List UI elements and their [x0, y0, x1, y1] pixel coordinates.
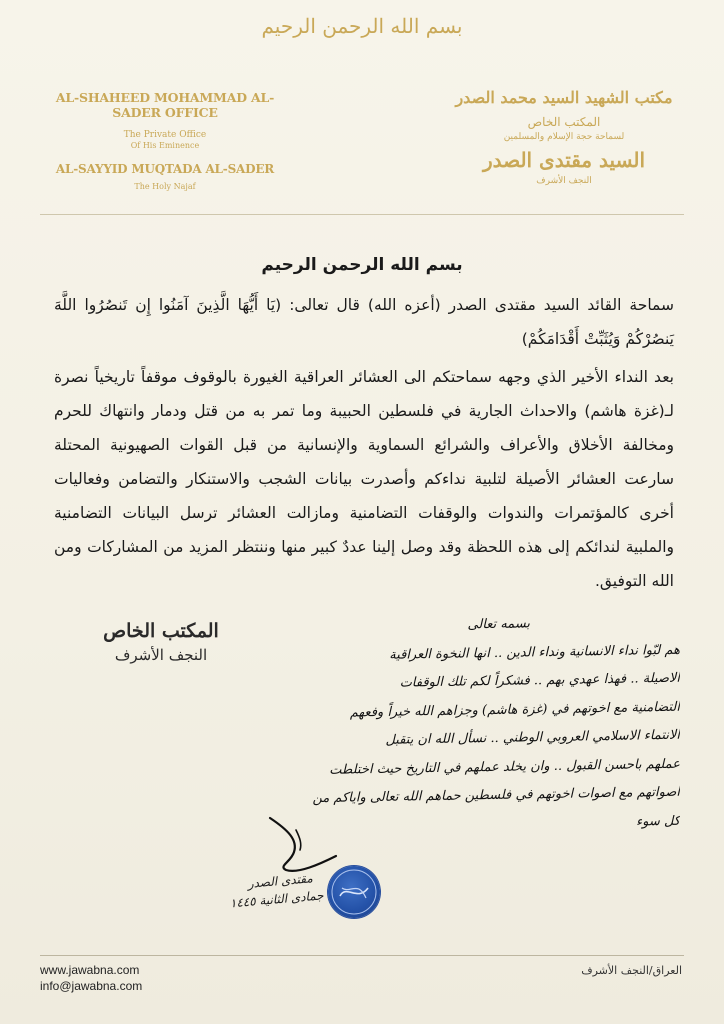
letterhead-arabic-line4: السيد مقتدى الصدر — [482, 148, 646, 172]
letter-paragraph-2: بعد النداء الأخير الذي وجهه سماحتكم الى العشائر العراقية الغيورة بالوقوف موقفاً تاريخياً نصرة لـ(غزة هاشم) والاحداث الجارية في فلسطين الحبيبة وما تمر به من قتل ودمار وانتهاك للحرم ومخالفة الأخلاق والأعراف والشرائع السماوية والإنسانية من قبل القوات الصهيونية المحتلة سارعت العشائر الأصيلة لتلبية نداءكم وأصدرت بيانات الشجب والاستنكار والتضامن وفعاليات أخرى كالمؤتمرات والندوات والوقفات التضامنية ومازالت العشائر ترسل البيانات التضامنية والملبية لندائكم إلى هذه اللحظة وقد وصل إلينا عددٌ كبير منها وننتظر المزيد من المشاركات ومن الله التوفيق. — [54, 368, 674, 590]
letterhead-english-line3: Of His Eminence — [130, 141, 200, 150]
footer-website-link[interactable]: www.jawabna.com — [40, 963, 140, 977]
letterhead-arabic — [444, 88, 684, 186]
office-stamp-line2: النجف الأشرف — [114, 646, 208, 664]
letterhead-basmala: بسم الله الرحمن الرحيم — [261, 14, 463, 38]
handwritten-line: الاصيلة .. فهذا عهدي بهم .. فشكراً لكم تلك الوقفات — [399, 670, 681, 691]
letterhead-arabic-line5: النجف الأشرف — [536, 176, 592, 186]
signature-date: جمادى الثانية ١٤٤٥ — [229, 888, 325, 911]
letterhead-english-line2: The Private Office — [123, 130, 207, 140]
handwritten-line: كل سوء — [635, 813, 681, 829]
letterhead-arabic-line3: لسماحة حجة الإسلام والمسلمين — [503, 132, 625, 142]
seal-icon — [328, 866, 380, 918]
handwritten-line: التضامنية مع اخوتهم في (غزة هاشم) وجزاهم الله خيراً وفعهم — [349, 699, 681, 720]
footer-location: العراق/النجف الأشرف — [581, 964, 682, 977]
letterhead-english-line5: The Holy Najaf — [134, 182, 196, 191]
header-divider — [40, 214, 684, 215]
signature-name: مقتدى الصدر — [247, 871, 314, 891]
footer-divider — [40, 955, 684, 956]
letterhead-english — [40, 90, 290, 191]
handwritten-line: بسمه تعالى — [467, 616, 531, 633]
blue-seal — [328, 866, 380, 918]
footer-email-link[interactable]: info@jawabna.com — [40, 979, 143, 993]
letter-paragraph-1: سماحة القائد السيد مقتدى الصدر (أعزه الله) قال تعالى: (يَا أَيُّهَا الَّذِينَ آمَنُوا إِن تَنصُرُوا اللَّهَ يَنصُرْكُمْ وَيُثَبِّتْ أَقْدَامَكُمْ) — [54, 296, 674, 348]
office-stamp-line1: المكتب الخاص — [103, 620, 219, 642]
letter-basmala: بسم الله الرحمن الرحيم — [261, 255, 463, 275]
footer-contact — [40, 962, 142, 994]
letterhead-arabic-line1: مكتب الشهيد السيد محمد الصدر — [455, 88, 673, 107]
handwritten-line: الانتماء الاسلامي العروبي الوطني .. نسأل الله ان يتقبل — [385, 727, 681, 748]
letterhead-english-line1: AL-SHAHEED MOHAMMAD AL-SADER OFFICE — [55, 90, 275, 120]
handwritten-line: هم لبّوا نداء الانسانية ونداء الدين .. انها النخوة العراقية — [389, 642, 681, 663]
letterhead-english-line4: AL-SAYYID MUQTADA AL-SADER — [55, 162, 275, 176]
handwritten-line: عملهم باحسن القبول .. وان يخلد عملهم في التاريخ حيث اختلطت — [329, 756, 681, 778]
signature-text — [225, 867, 338, 912]
letterhead-arabic-line2: المكتب الخاص — [527, 115, 601, 129]
handwritten-line: اصواتهم مع اصوات اخوتهم في فلسطين حماهم الله تعالى واياكم من — [312, 784, 681, 807]
handwritten-reply — [190, 612, 680, 840]
